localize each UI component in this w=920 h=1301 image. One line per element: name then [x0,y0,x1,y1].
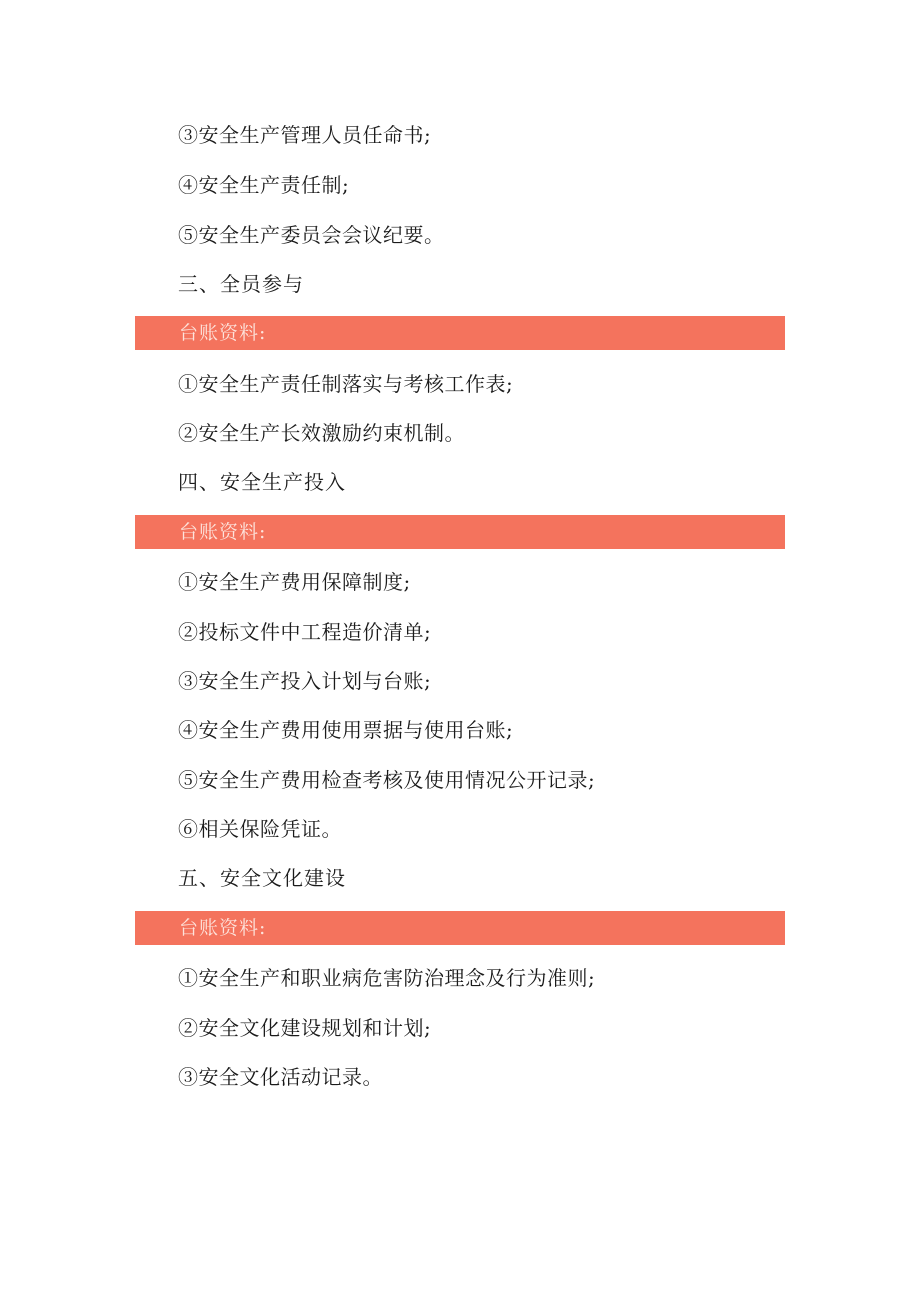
ledger-band-label: 台账资料: [179,322,267,344]
list-item-s4-4: ④安全生产费用使用票据与使用台账; [178,718,514,742]
list-item-s4-6: ⑥相关保险凭证。 [178,817,342,841]
list-item-s5-3: ③安全文化活动记录。 [178,1065,383,1089]
list-item-s3-2: ②安全生产长效激励约束机制。 [178,421,465,445]
list-item-s4-3: ③安全生产投入计划与台账; [178,669,432,693]
ledger-band-label: 台账资料: [179,521,267,543]
list-item-s5-1: ①安全生产和职业病危害防治理念及行为准则; [178,966,596,990]
list-item-s2-3: ③安全生产管理人员任命书; [178,123,432,147]
section-heading-s3: 三、全员参与 [178,272,304,296]
ledger-band-s5 [135,911,785,945]
list-item-s3-1: ①安全生产责任制落实与考核工作表; [178,372,514,396]
ledger-band-label: 台账资料: [179,917,267,939]
list-item-s4-5: ⑤安全生产费用检查考核及使用情况公开记录; [178,768,596,792]
section-heading-s4: 四、安全生产投入 [178,470,346,494]
section-heading-s5: 五、安全文化建设 [178,866,346,890]
list-item-s5-2: ②安全文化建设规划和计划; [178,1016,432,1040]
ledger-band-s3 [135,316,785,350]
list-item-s2-5: ⑤安全生产委员会会议纪要。 [178,223,445,247]
ledger-band-s4 [135,515,785,549]
list-item-s4-2: ②投标文件中工程造价清单; [178,620,432,644]
list-item-s2-4: ④安全生产责任制; [178,173,350,197]
list-item-s4-1: ①安全生产费用保障制度; [178,570,411,594]
